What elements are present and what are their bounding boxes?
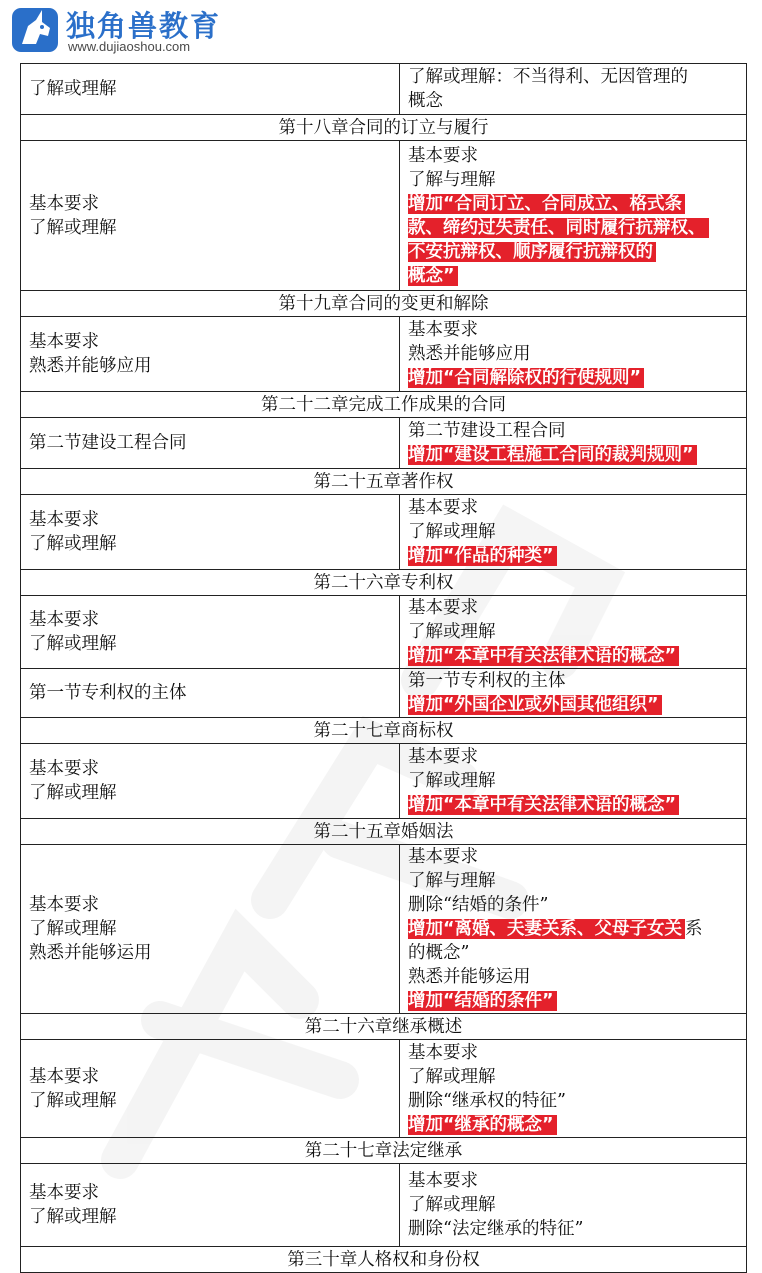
revised-requirement-cell	[400, 418, 747, 469]
revised-line: 了解或理解	[408, 622, 496, 642]
revised-line: 基本要求	[408, 145, 478, 166]
added-line	[408, 264, 738, 288]
chapter-row	[21, 115, 747, 141]
original-requirement-cell	[21, 845, 400, 1014]
highlight-mark: 增加“合同解除权的行使规则”	[408, 368, 644, 388]
original-line: 基本要求	[29, 759, 99, 779]
revised-line: 了解或理解	[408, 1195, 496, 1215]
chapter-row	[21, 819, 747, 845]
revised-requirement-cell	[400, 495, 747, 570]
added-line	[408, 544, 738, 568]
added-line	[408, 989, 738, 1013]
table-row	[21, 141, 747, 291]
revised-requirement-cell	[400, 317, 747, 392]
highlight-mark: 不安抗辩权、顺序履行抗辩权的	[408, 242, 656, 262]
highlight-mark: 增加“本章中有关法律术语的概念”	[408, 795, 679, 815]
chapter-title: 第二十五章婚姻法	[21, 819, 747, 845]
original-requirement-cell	[21, 317, 400, 392]
highlight-mark: 增加“建设工程施工合同的裁判规则”	[408, 445, 697, 465]
highlight-mark: 增加“离婚、夫妻关系、父母子女关	[408, 919, 685, 939]
table-row	[21, 596, 747, 669]
added-line	[408, 793, 738, 817]
brand-name: 独角兽教育	[66, 9, 222, 43]
added-line	[408, 240, 738, 264]
revised-requirement-cell	[400, 744, 747, 819]
original-requirement-cell	[21, 669, 400, 718]
original-line: 了解或理解	[29, 783, 117, 803]
original-line: 了解或理解	[29, 217, 117, 238]
original-line: 第一节专利权的主体	[29, 683, 187, 703]
original-line: 第二节建设工程合同	[29, 433, 187, 453]
table-row	[21, 669, 747, 718]
chapter-title: 第二十七章法定继承	[21, 1138, 747, 1164]
revised-line: 基本要求	[408, 1042, 478, 1063]
table-row	[21, 64, 747, 115]
revised-line: 基本要求	[408, 320, 478, 340]
site-header	[0, 0, 762, 62]
revised-line: 第二节建设工程合同	[408, 421, 566, 441]
revised-line: 删除“法定继承的特征”	[408, 1219, 584, 1239]
chapter-row	[21, 1138, 747, 1164]
revised-requirement-cell	[400, 845, 747, 1014]
revised-line: 了解或理解	[408, 1066, 496, 1087]
table-row	[21, 1164, 747, 1247]
revised-line: 熟悉并能够应用	[408, 344, 531, 364]
original-line: 基本要求	[29, 610, 99, 630]
chapter-row	[21, 570, 747, 596]
revised-line: 了解或理解	[408, 522, 496, 542]
revised-line: 了解与理解	[408, 169, 496, 190]
chapter-row	[21, 392, 747, 418]
highlight-mark: 概念”	[408, 266, 458, 286]
original-requirement-cell	[21, 64, 400, 115]
revised-line: 基本要求	[408, 598, 478, 618]
original-line: 熟悉并能够应用	[29, 356, 152, 376]
chapter-row	[21, 718, 747, 744]
chapter-title: 第二十六章专利权	[21, 570, 747, 596]
highlight-mark: 款、缔约过失责任、同时履行抗辩权、	[408, 218, 709, 238]
original-line: 了解或理解	[29, 534, 117, 554]
highlight-mark: 增加“结婚的条件”	[408, 991, 557, 1011]
revised-requirement-cell	[400, 1164, 747, 1247]
chapter-title: 第二十六章继承概述	[21, 1014, 747, 1040]
added-line	[408, 1113, 738, 1137]
original-requirement-cell	[21, 495, 400, 570]
revised-requirement-cell	[400, 669, 747, 718]
revised-requirement-cell	[400, 596, 747, 669]
original-requirement-cell	[21, 418, 400, 469]
table-row	[21, 1040, 747, 1138]
original-line: 熟悉并能够运用	[29, 943, 152, 963]
original-requirement-cell	[21, 744, 400, 819]
chapter-title: 第三十章人格权和身份权	[21, 1247, 747, 1273]
chapter-title: 第二十二章完成工作成果的合同	[21, 392, 747, 418]
original-requirement-cell	[21, 141, 400, 291]
chapter-row	[21, 291, 747, 317]
added-line	[408, 917, 738, 941]
chapter-title: 第二十七章商标权	[21, 718, 747, 744]
chapter-row	[21, 469, 747, 495]
original-line: 了解或理解	[29, 919, 117, 939]
added-line	[408, 644, 738, 668]
original-line: 基本要求	[29, 510, 99, 530]
original-line: 了解或理解	[29, 1090, 117, 1111]
table-row	[21, 418, 747, 469]
syllabus-change-table	[20, 63, 747, 1273]
unicorn-logo-icon	[12, 6, 60, 54]
original-line: 了解或理解	[29, 79, 117, 99]
revised-line: 了解或理解	[408, 771, 496, 791]
revised-line: 删除“继承权的特征”	[408, 1090, 566, 1111]
highlight-mark: 增加“本章中有关法律术语的概念”	[408, 646, 679, 666]
original-line: 基本要求	[29, 193, 99, 214]
original-line: 了解或理解	[29, 634, 117, 654]
revised-line: 基本要求	[408, 1171, 478, 1191]
original-requirement-cell	[21, 1164, 400, 1247]
highlight-mark: 增加“继承的概念”	[408, 1115, 557, 1135]
added-line	[408, 366, 738, 390]
added-line	[408, 443, 738, 467]
chapter-row	[21, 1247, 747, 1273]
revised-line: 基本要求	[408, 498, 478, 518]
original-line: 了解或理解	[29, 1207, 117, 1227]
original-line: 基本要求	[29, 895, 99, 915]
revised-line: 基本要求	[408, 847, 478, 867]
revised-requirement-cell	[400, 141, 747, 291]
revised-line: 第一节专利权的主体	[408, 671, 566, 691]
original-requirement-cell	[21, 596, 400, 669]
chapter-row	[21, 1014, 747, 1040]
table-row	[21, 845, 747, 1014]
original-line: 基本要求	[29, 332, 99, 352]
revised-requirement-cell	[400, 64, 747, 115]
chapter-title: 第二十五章著作权	[21, 469, 747, 495]
brand-url: www.dujiaoshou.com	[68, 39, 191, 54]
original-requirement-cell	[21, 1040, 400, 1138]
highlight-mark: 增加“外国企业或外国其他组织”	[408, 695, 662, 715]
revised-requirement-cell	[400, 1040, 747, 1138]
revised-line: 了解与理解	[408, 871, 496, 891]
table-row	[21, 495, 747, 570]
original-line: 基本要求	[29, 1066, 99, 1087]
highlight-mark: 增加“合同订立、合同成立、格式条	[408, 194, 685, 214]
added-line	[408, 693, 738, 717]
highlight-mark: 增加“作品的种类”	[408, 546, 557, 566]
added-line	[408, 216, 738, 240]
table-row	[21, 744, 747, 819]
line-tail: 系	[685, 919, 703, 939]
original-line: 基本要求	[29, 1183, 99, 1203]
revised-line: 了解或理解：不当得利、无因管理的	[408, 67, 688, 87]
added-line	[408, 192, 738, 216]
revised-line: 的概念”	[408, 943, 470, 963]
chapter-title: 第十九章合同的变更和解除	[21, 291, 747, 317]
revised-line: 熟悉并能够运用	[408, 967, 531, 987]
revised-line: 基本要求	[408, 747, 478, 767]
chapter-title: 第十八章合同的订立与履行	[21, 115, 747, 141]
revised-line: 概念	[408, 91, 443, 111]
table-row	[21, 317, 747, 392]
revised-line: 删除“结婚的条件”	[408, 895, 549, 915]
